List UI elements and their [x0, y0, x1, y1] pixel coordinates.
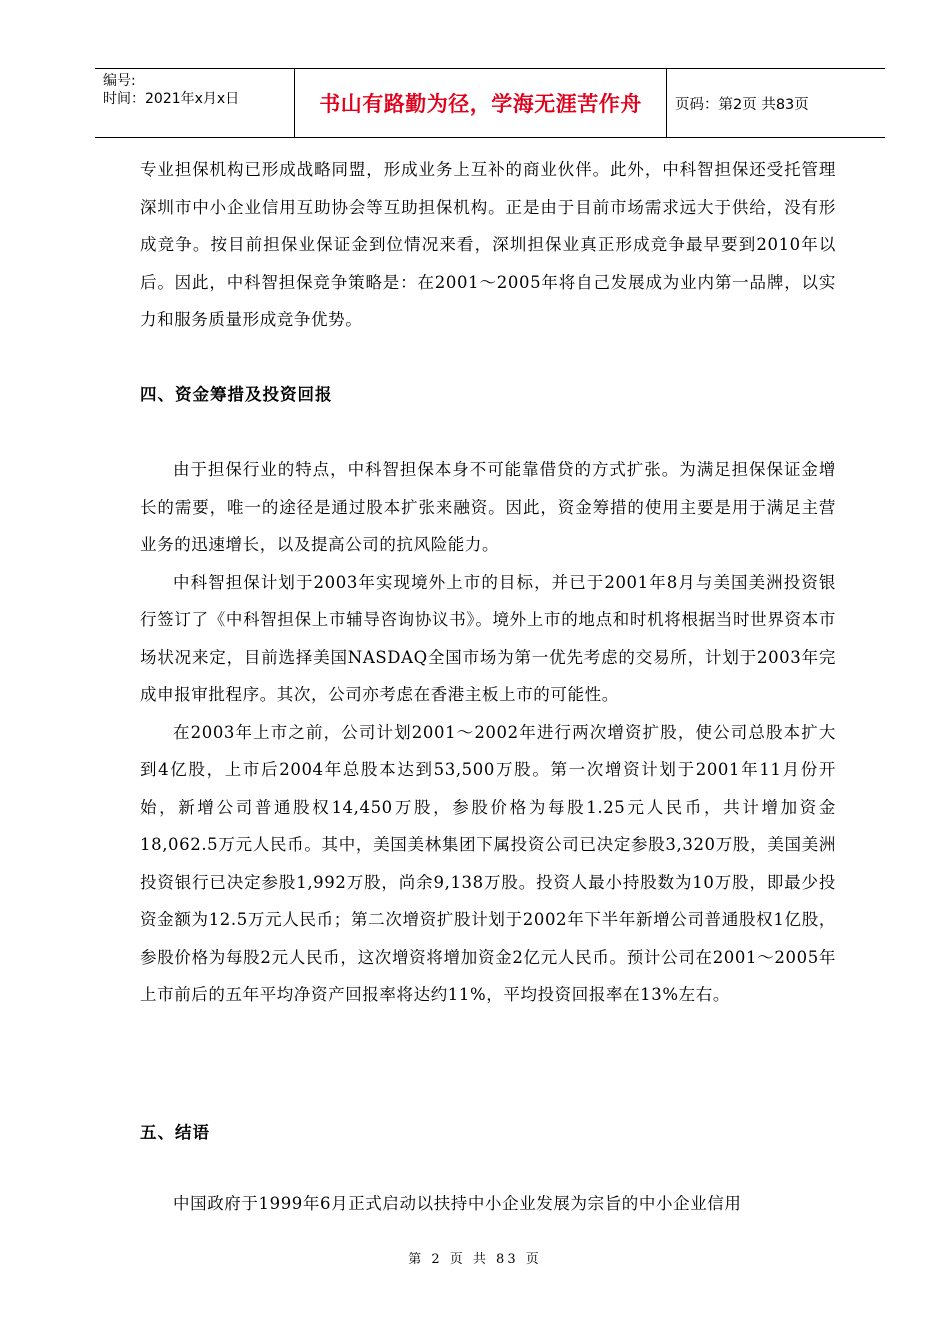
- paragraph-1-block: [140, 151, 836, 339]
- section-4-heading-block: [140, 376, 836, 414]
- paragraph-5: 中国政府于1999年6月正式启动以扶持中小企业发展为宗旨的中小企业信用: [173, 1194, 742, 1213]
- page-footer: 第 2 页 共 83 页: [408, 1252, 542, 1267]
- header-page-number: 页码：第2页 共83页: [675, 96, 809, 113]
- section-4-title: 四、资金筹措及投资回报: [140, 385, 333, 404]
- paragraph-2: 由于担保行业的特点，中科智担保本身不可能靠借贷的方式扩张。为满足担保保证金增长的需要，唯一的途径是通过股本扩张来融资。因此，资金筹措的使用主要是用于满足主营业务的迅速增长，以及提高公司的抗风险能力。: [140, 460, 836, 554]
- doc-time-label: 时间：2021年x月x日: [103, 91, 240, 107]
- paragraph-1: 专业担保机构已形成战略同盟，形成业务上互补的商业伙伴。此外，中科智担保还受托管理深圳市中小企业信用互助协会等互助担保机构。正是由于目前市场需求远大于供给，没有形成竞争。按目前担保业保证金到位情况来看，深圳担保业真正形成竞争最早要到2010年以后。因此，中科智担保竞争策略是：在2001～2005年将自己发展成为业内第一品牌，以实力和服务质量形成竞争优势。: [140, 160, 836, 329]
- doc-code-label: 编号:: [103, 73, 136, 89]
- header-meta: [95, 69, 295, 137]
- section-5-title: 五、结语: [140, 1123, 210, 1142]
- page-header: [95, 68, 885, 138]
- paragraph-3: 中科智担保计划于2003年实现境外上市的目标，并已于2001年8月与美国美洲投资银行签订了《中科智担保上市辅导咨询协议书》。境外上市的地点和时机将根据当时世界资本市场状况来定，目前选择美国NASDAQ全国市场为第一优先考虑的交易所，计划于2003年完成申报审批程序。其次，公司亦考虑在香港主板上市的可能性。: [140, 572, 836, 704]
- paragraph-4: 在2003年上市之前，公司计划2001～2002年进行两次增资扩股，使公司总股本扩大到4亿股，上市后2004年总股本达到53,500万股。第一次增资计划于2001年11月份开始，新增公司普通股权14,450万股，参股价格为每股1.25元人民币，共计增加资金18,062.5万元人民币。其中，美国美林集团下属投资公司已决定参股3,320万股，美国美洲投资银行已决定参股1,992万股，尚余9,138万股。投资人最小持股数为10万股，即最少投资金额为12.5万元人民币；第二次增资扩股计划于2002年下半年新增公司普通股权1亿股，参股价格为每股2元人民币，这次增资将增加资金2亿元人民币。预计公司在2001～2005年上市前后的五年平均净资产回报率将达约11%，平均投资回报率在13%左右。: [140, 722, 836, 1004]
- header-motto: 书山有路勤为径，学海无涯苦作舟: [295, 69, 667, 137]
- section-4-body: [140, 451, 836, 1014]
- section-5-heading-block: [140, 1114, 836, 1152]
- section-5-body: [140, 1185, 836, 1223]
